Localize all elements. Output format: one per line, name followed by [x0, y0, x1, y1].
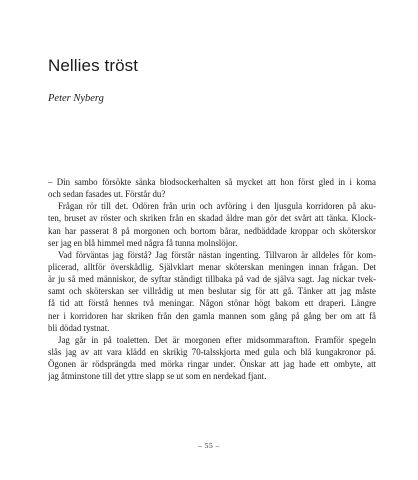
- body-text: [48, 176, 376, 382]
- text-line: är ju så med människor, de syftar ständigt tillbaka på vad de själva sagt. Jag nickar tvek-: [48, 274, 376, 285]
- text-line: bli dödad tystnat.: [48, 322, 110, 333]
- text-line: Vad förväntas jag förstå? Jag förstår nästan ingenting. Tillvaron är alldeles för kom-: [58, 249, 376, 260]
- document-title: Nellies tröst: [48, 56, 139, 75]
- text-line: plicerad, alltför överskådlig. Självklart menar sköterskan meningen innan frågan. Det: [48, 261, 376, 272]
- text-line: – Din sambo försökte sänka blodsockerhalten så mycket att hon först gled in i koma: [48, 177, 376, 187]
- page-number: – 55 –: [198, 441, 220, 450]
- text-line: Jag går in på toaletten. Det är morgonen efter midsommarafton. Framför spegeln: [58, 334, 376, 345]
- text-line: få tid att förstå hennes två meningar. Någon stönar högt bakom ett draperi. Längre: [48, 298, 376, 309]
- text-line: slås jag av att vara klädd en skrikig 70-talsskjorta med gula och blå kungakronor på.: [48, 346, 376, 357]
- author-name: Peter Nyberg: [48, 93, 104, 104]
- text-line: kan har passerat 8 på morgonen och bortom bårar, nedbäddade kroppar och sköterskor: [48, 225, 376, 236]
- text-line: och sedan fasades ut. Förstår du?: [48, 189, 166, 200]
- text-line: Ögonen är rödsprängda med mörka ringar under. Önskar att jag hade ett ombyte, att: [48, 359, 376, 370]
- text-line: ten, bruset av röster och skriken från en skadad äldre man gör det svårt att tänka. Klock-: [48, 213, 376, 224]
- text-line: Frågan rör till det. Odören från urin och avföring i den ljusgula korridoren på aku-: [58, 201, 376, 212]
- text-line: ser jag en blå himmel med några få tunna molnslöjor.: [48, 237, 238, 248]
- text-line: samt och sköterskan ser villrådig ut men beslutar sig för att gå. Tänker att jag måste: [48, 286, 376, 297]
- text-line: ner i korridoren har skriken från den gamla mannen som gång på gång ber om att få: [48, 310, 376, 321]
- text-line: jag åtminstone till det yttre slapp se ut som en nerdekad fjant.: [48, 371, 267, 382]
